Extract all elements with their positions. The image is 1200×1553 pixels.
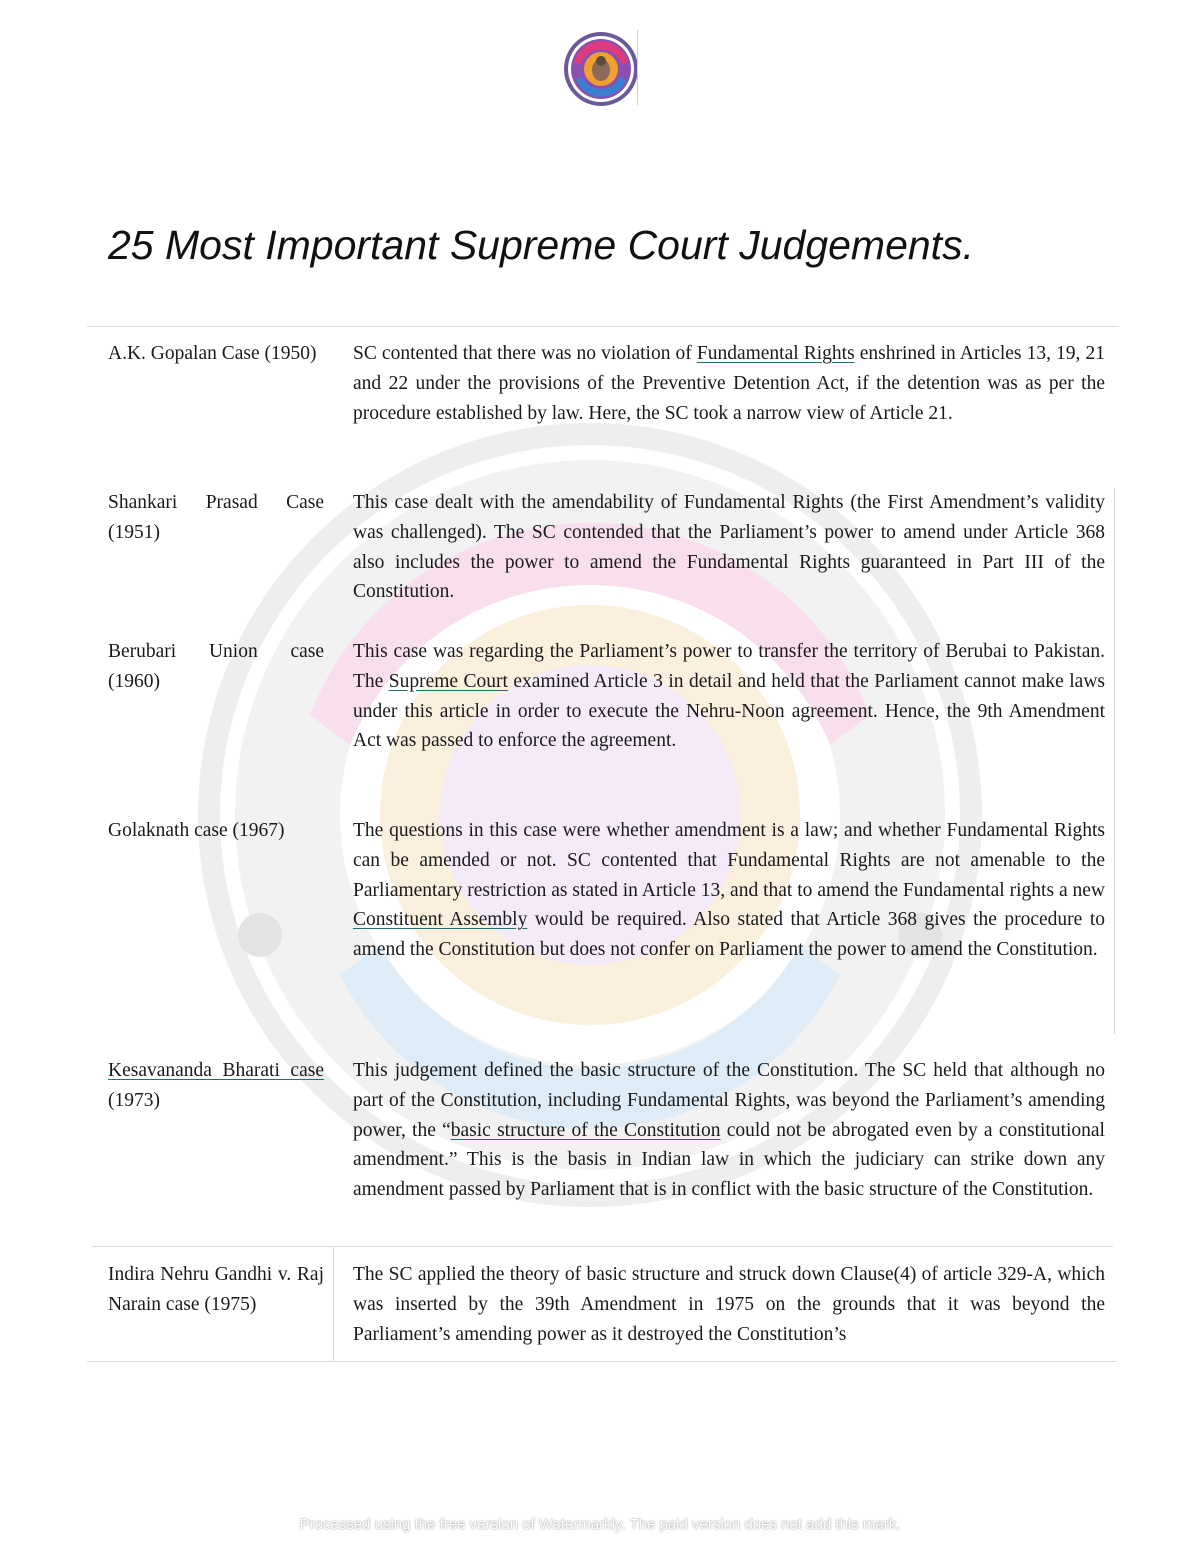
- case-description-text: This judgement defined the basic structure of the Constitution. The SC held that although no part of the Constitution, including Fundamental Rights, was beyond the Parliament’s amending power, the “: [353, 1060, 1105, 1141]
- row-separator: [92, 1246, 1113, 1247]
- fundamental-rights-link[interactable]: Fundamental Rights: [696, 343, 855, 364]
- case-description-text: enshrined in Articles 13, 19, 21 and 22 under the provisions of the Preventive Detention Act, if the detention was as per the procedure established by law. Here, the SC took a narrow view of Article 21.: [353, 343, 1105, 424]
- watermark-notice: Processed using the free version of Watermarkly. The paid version does not add this mark.: [299, 1516, 901, 1533]
- case-description: [353, 1056, 1105, 1205]
- case-description-text: This case was regarding the Parliament’s power to transfer the territory of Berubai to Pakistan. The: [353, 641, 1105, 692]
- case-description: [353, 339, 1105, 428]
- case-name-text: Shankari Prasad Case (1951): [108, 492, 324, 543]
- case-description-text: examined Article 3 in detail and held that the Parliament cannot make laws under this article in order to execute the Nehru-Noon agreement. Hence, the 9th Amendment Act was passed to enforce the agreement.: [353, 670, 1106, 752]
- case-name-text: A.K. Gopalan Case (1950): [108, 343, 317, 364]
- kesavananda-bharati-link[interactable]: Kesavananda Bharati case: [108, 1060, 324, 1081]
- case-name-text: Golaknath case (1967): [108, 820, 285, 841]
- case-name: [108, 488, 324, 548]
- case-description: [353, 1260, 1105, 1349]
- case-description: [353, 488, 1105, 607]
- supreme-court-link[interactable]: Supreme Court: [388, 670, 508, 692]
- constituent-assembly-link[interactable]: Constituent Assembly: [353, 909, 528, 931]
- case-name-text: (1973): [108, 1089, 160, 1111]
- column-divider: [333, 1247, 334, 1361]
- case-name: [108, 1260, 324, 1320]
- case-description-text: The questions in this case were whether amendment is a law; and whether Fundamental Rights can be amended or not. SC contented that Fundamental Rights are not amenable to the Parliamentary restriction as stated in Article 13, and that to amend the Fundamental rights a new: [353, 820, 1105, 901]
- case-name-text: Berubari Union case (1960): [108, 641, 324, 692]
- case-name: [108, 637, 324, 697]
- case-description: [353, 816, 1105, 965]
- case-name: [108, 1056, 324, 1116]
- case-description: [353, 637, 1105, 756]
- page-title: 25 Most Important Supreme Court Judgements.: [108, 222, 974, 268]
- table-top-rule: [87, 326, 1119, 327]
- case-description-text: This case dealt with the amendability of Fundamental Rights (the First Amendment’s validity was challenged). The SC contended that the Parliament’s power to amend under Article 368 also includes the power to amend the Fundamental Rights guaranteed in Part III of the Constitution.: [353, 492, 1105, 603]
- case-description-text: would be required. Also stated that Article 368 gives the procedure to amend the Constitution but does not confer on Parliament the power to amend the Constitution.: [353, 909, 1105, 961]
- case-name: [108, 816, 324, 846]
- case-name-text: Indira Nehru Gandhi v. Raj Narain case (1975): [108, 1264, 324, 1315]
- institute-seal-logo: [562, 30, 640, 108]
- case-description-text: SC contented that there was no violation of: [353, 343, 697, 364]
- case-name: [108, 339, 324, 369]
- basic-structure-link[interactable]: basic structure of the Constitution: [450, 1119, 721, 1141]
- logo-divider: [637, 30, 638, 105]
- case-description-text: could not be abrogated even by a constitutional amendment.” This is the basis in Indian law in which the judiciary can strike down any amendment passed by Parliament that is in conflict with the basic structure of the Constitution.: [353, 1119, 1105, 1201]
- case-description-text: The SC applied the theory of basic structure and struck down Clause(4) of article 329-A, which was inserted by the 39th Amendment in 1975 on the grounds that it was beyond the Parliament’s amending power as it destroyed the Constitution’s: [353, 1264, 1105, 1345]
- right-border: [1114, 488, 1115, 1034]
- table-bottom-rule: [87, 1361, 1117, 1362]
